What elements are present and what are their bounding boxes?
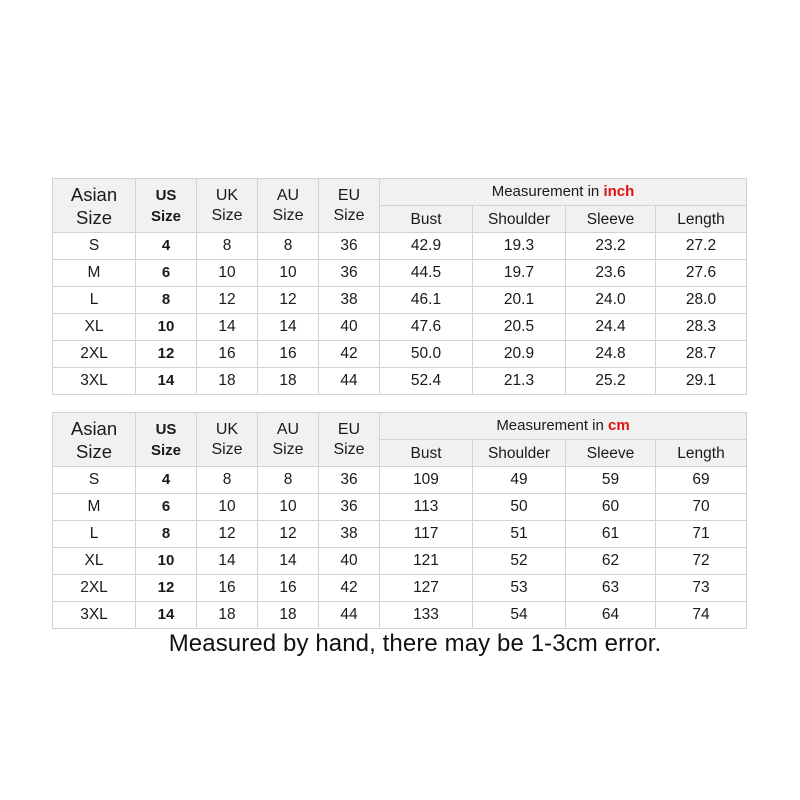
cell-uk-size: 10 [197,494,258,521]
header-eu-size: EU Size [319,413,380,467]
cell-us-size: 14 [136,602,197,629]
cell-asian-size: 3XL [53,602,136,629]
cell-us-size: 6 [136,494,197,521]
cell-sleeve: 23.2 [566,233,656,260]
cell-sleeve: 23.6 [566,260,656,287]
cell-au-size: 14 [258,548,319,575]
header-length: Length [656,206,747,233]
table-row [53,314,747,341]
cell-eu-size: 38 [319,287,380,314]
cell-uk-size: 16 [197,341,258,368]
cell-eu-size: 44 [319,602,380,629]
cell-bust: 50.0 [380,341,473,368]
cell-uk-size: 8 [197,233,258,260]
table-row [53,260,747,287]
table-row [53,341,747,368]
cell-asian-size: S [53,467,136,494]
cell-shoulder: 19.7 [473,260,566,287]
cell-us-size: 12 [136,341,197,368]
cell-shoulder: 20.5 [473,314,566,341]
cell-shoulder: 54 [473,602,566,629]
cell-asian-size: L [53,287,136,314]
header-asian-size: Asian Size [53,179,136,233]
cell-sleeve: 59 [566,467,656,494]
cell-asian-size: 2XL [53,575,136,602]
cell-au-size: 16 [258,575,319,602]
cell-us-size: 12 [136,575,197,602]
cell-shoulder: 19.3 [473,233,566,260]
header-sleeve: Sleeve [566,440,656,467]
header-asian-size: Asian Size [53,413,136,467]
header-au-size: AU Size [258,179,319,233]
cell-eu-size: 36 [319,467,380,494]
cell-sleeve: 60 [566,494,656,521]
table-row [53,287,747,314]
cell-us-size: 8 [136,287,197,314]
cell-bust: 109 [380,467,473,494]
cell-asian-size: M [53,260,136,287]
cell-bust: 47.6 [380,314,473,341]
cell-au-size: 16 [258,341,319,368]
cell-bust: 127 [380,575,473,602]
cell-shoulder: 51 [473,521,566,548]
cell-bust: 46.1 [380,287,473,314]
cell-au-size: 18 [258,368,319,395]
cell-length: 27.2 [656,233,747,260]
cell-us-size: 4 [136,233,197,260]
measurement-unit: inch [603,183,635,200]
cell-eu-size: 40 [319,314,380,341]
cell-length: 28.7 [656,341,747,368]
cell-asian-size: L [53,521,136,548]
cell-uk-size: 14 [197,548,258,575]
cell-uk-size: 14 [197,314,258,341]
cell-eu-size: 42 [319,575,380,602]
cell-au-size: 8 [258,233,319,260]
cell-eu-size: 44 [319,368,380,395]
cell-au-size: 10 [258,260,319,287]
cell-length: 69 [656,467,747,494]
header-uk-size: UK Size [197,413,258,467]
cell-eu-size: 42 [319,341,380,368]
cell-au-size: 10 [258,494,319,521]
header-us-size: US Size [136,413,197,467]
cell-shoulder: 50 [473,494,566,521]
cell-asian-size: 3XL [53,368,136,395]
measurement-prefix: Measurement in [496,417,609,434]
cell-sleeve: 24.0 [566,287,656,314]
cell-uk-size: 12 [197,521,258,548]
cell-uk-size: 8 [197,467,258,494]
cell-uk-size: 16 [197,575,258,602]
cell-sleeve: 24.4 [566,314,656,341]
cell-sleeve: 24.8 [566,341,656,368]
table-row [53,548,747,575]
header-eu-size: EU Size [319,179,380,233]
cell-length: 70 [656,494,747,521]
measurement-title-inch [380,179,747,206]
cell-shoulder: 20.9 [473,341,566,368]
cell-sleeve: 61 [566,521,656,548]
table-row [53,467,747,494]
table-row [53,233,747,260]
cell-length: 74 [656,602,747,629]
table-row [53,368,747,395]
cell-bust: 42.9 [380,233,473,260]
table-row [53,521,747,548]
cell-eu-size: 36 [319,494,380,521]
header-uk-size: UK Size [197,179,258,233]
header-bust: Bust [380,206,473,233]
cell-eu-size: 36 [319,260,380,287]
cell-asian-size: XL [53,314,136,341]
table-row [53,494,747,521]
header-bust: Bust [380,440,473,467]
cell-length: 71 [656,521,747,548]
cell-us-size: 4 [136,467,197,494]
cell-bust: 133 [380,602,473,629]
cell-sleeve: 62 [566,548,656,575]
header-sleeve: Sleeve [566,206,656,233]
cell-asian-size: S [53,233,136,260]
measurement-note: Measured by hand, there may be 1-3cm error. [168,630,662,657]
cell-eu-size: 40 [319,548,380,575]
cell-uk-size: 10 [197,260,258,287]
cell-sleeve: 64 [566,602,656,629]
cell-uk-size: 18 [197,602,258,629]
header-us-size: US Size [136,179,197,233]
cell-bust: 121 [380,548,473,575]
cell-au-size: 14 [258,314,319,341]
cell-shoulder: 21.3 [473,368,566,395]
cell-uk-size: 18 [197,368,258,395]
header-au-size: AU Size [258,413,319,467]
size-chart-inch [52,178,747,395]
cell-au-size: 18 [258,602,319,629]
cell-us-size: 6 [136,260,197,287]
cell-sleeve: 25.2 [566,368,656,395]
cell-us-size: 10 [136,314,197,341]
table-row [53,602,747,629]
cell-asian-size: 2XL [53,341,136,368]
cell-length: 73 [656,575,747,602]
size-chart-cm [52,412,747,629]
cell-sleeve: 63 [566,575,656,602]
cell-au-size: 8 [258,467,319,494]
cell-bust: 52.4 [380,368,473,395]
cell-bust: 117 [380,521,473,548]
cell-bust: 44.5 [380,260,473,287]
cell-shoulder: 53 [473,575,566,602]
cell-length: 29.1 [656,368,747,395]
header-length: Length [656,440,747,467]
cell-shoulder: 52 [473,548,566,575]
cell-asian-size: XL [53,548,136,575]
measurement-title-cm [380,413,747,440]
cell-length: 72 [656,548,747,575]
cell-au-size: 12 [258,521,319,548]
cell-length: 28.0 [656,287,747,314]
cell-bust: 113 [380,494,473,521]
cell-us-size: 10 [136,548,197,575]
cell-uk-size: 12 [197,287,258,314]
header-shoulder: Shoulder [473,440,566,467]
cell-shoulder: 49 [473,467,566,494]
cell-asian-size: M [53,494,136,521]
cell-eu-size: 38 [319,521,380,548]
cell-us-size: 8 [136,521,197,548]
measurement-prefix: Measurement in [491,183,604,200]
table-row [53,575,747,602]
measurement-unit: cm [608,417,630,434]
cell-au-size: 12 [258,287,319,314]
cell-eu-size: 36 [319,233,380,260]
cell-shoulder: 20.1 [473,287,566,314]
cell-us-size: 14 [136,368,197,395]
header-shoulder: Shoulder [473,206,566,233]
cell-length: 28.3 [656,314,747,341]
cell-length: 27.6 [656,260,747,287]
